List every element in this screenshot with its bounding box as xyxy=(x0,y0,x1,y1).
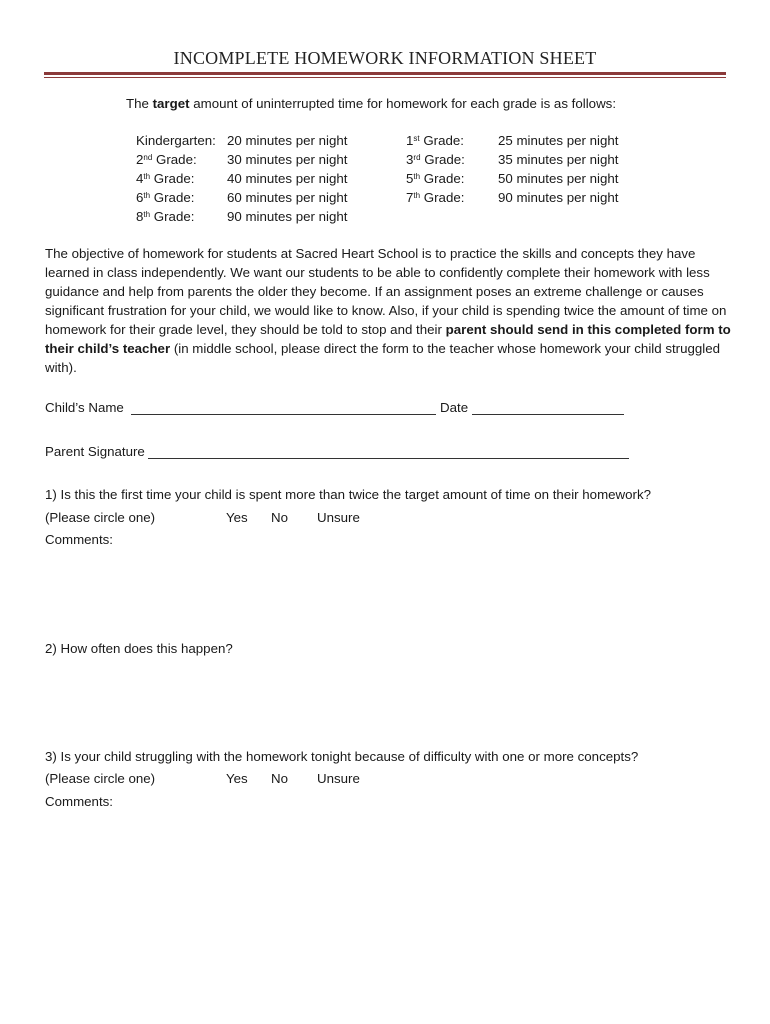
question-3-comments-area[interactable] xyxy=(45,814,725,994)
grade-row: 3rd Grade: xyxy=(406,152,465,167)
grade-row: 5th Grade: xyxy=(406,171,465,186)
question-1-option-yes[interactable]: Yes xyxy=(226,510,248,525)
paragraph-bold-instruction: parent should send in this completed form to their child’s teacher xyxy=(45,322,731,356)
grade-time: 35 minutes per night xyxy=(498,152,619,167)
date-label: Date xyxy=(440,400,469,415)
question-1-comments-label: Comments: xyxy=(45,532,113,547)
grade-row: 4th Grade: xyxy=(136,171,195,186)
grade-time: 90 minutes per night xyxy=(227,209,348,224)
question-3-text: 3) Is your child struggling with the homework tonight because of difficulty with one or more concepts? xyxy=(45,749,639,764)
question-1-option-no[interactable]: No xyxy=(271,510,288,525)
question-3-circle-prompt: (Please circle one) xyxy=(45,771,156,786)
parent-signature-label: Parent Signature xyxy=(45,444,145,459)
question-3-option-no[interactable]: No xyxy=(271,771,288,786)
grade-row: 1st Grade: xyxy=(406,133,464,148)
grade-row: 7th Grade: xyxy=(406,190,465,205)
grade-row: 6th Grade: xyxy=(136,190,195,205)
grade-time: 60 minutes per night xyxy=(227,190,348,205)
question-1-text: 1) Is this the first time your child is spent more than twice the target amount of time on their homework? xyxy=(45,487,652,502)
objective-paragraph: The objective of homework for students at Sacred Heart School is to practice the skills and concepts they have learned in class independently. We want our students to be able to confidently complete their homework with less guidance and help from parents the older they become. If an assignment poses an extreme challenge or causes significant frustration for your child, we would like to know. Also, if your child is spending twice the amount of time on homework for their grade level, they should be told to stop and their parent should send in this completed form to their child’s teacher (in middle school, please direct the form to the teacher whose homework your child struggled with). xyxy=(45,246,731,375)
grade-row: Kindergarten: xyxy=(136,133,216,148)
date-field[interactable] xyxy=(472,400,624,415)
header-rule-thick xyxy=(44,72,726,75)
grade-row: 2nd Grade: xyxy=(136,152,197,167)
question-1-comments-area[interactable] xyxy=(45,552,725,632)
parent-signature-field[interactable] xyxy=(148,444,629,459)
intro-line: The target amount of uninterrupted time for homework for each grade is as follows: xyxy=(126,96,617,111)
grade-time: 90 minutes per night xyxy=(498,190,619,205)
child-name-field[interactable] xyxy=(131,400,436,415)
grade-time: 50 minutes per night xyxy=(498,171,619,186)
intro-target-word: target xyxy=(152,96,190,111)
grade-time: 20 minutes per night xyxy=(227,133,348,148)
page-title: INCOMPLETE HOMEWORK INFORMATION SHEET xyxy=(173,48,597,68)
question-2-text: 2) How often does this happen? xyxy=(45,641,233,656)
grade-time: 25 minutes per night xyxy=(498,133,619,148)
question-3-comments-label: Comments: xyxy=(45,794,113,809)
question-1-option-unsure[interactable]: Unsure xyxy=(317,510,360,525)
child-name-label: Child’s Name xyxy=(45,400,124,415)
question-1-circle-prompt: (Please circle one) xyxy=(45,510,156,525)
grade-time: 30 minutes per night xyxy=(227,152,348,167)
grade-row: 8th Grade: xyxy=(136,209,195,224)
header-rule-thin xyxy=(44,77,726,78)
grade-time: 40 minutes per night xyxy=(227,171,348,186)
question-3-option-unsure[interactable]: Unsure xyxy=(317,771,360,786)
question-2-answer-area[interactable] xyxy=(45,662,725,742)
question-3-option-yes[interactable]: Yes xyxy=(226,771,248,786)
